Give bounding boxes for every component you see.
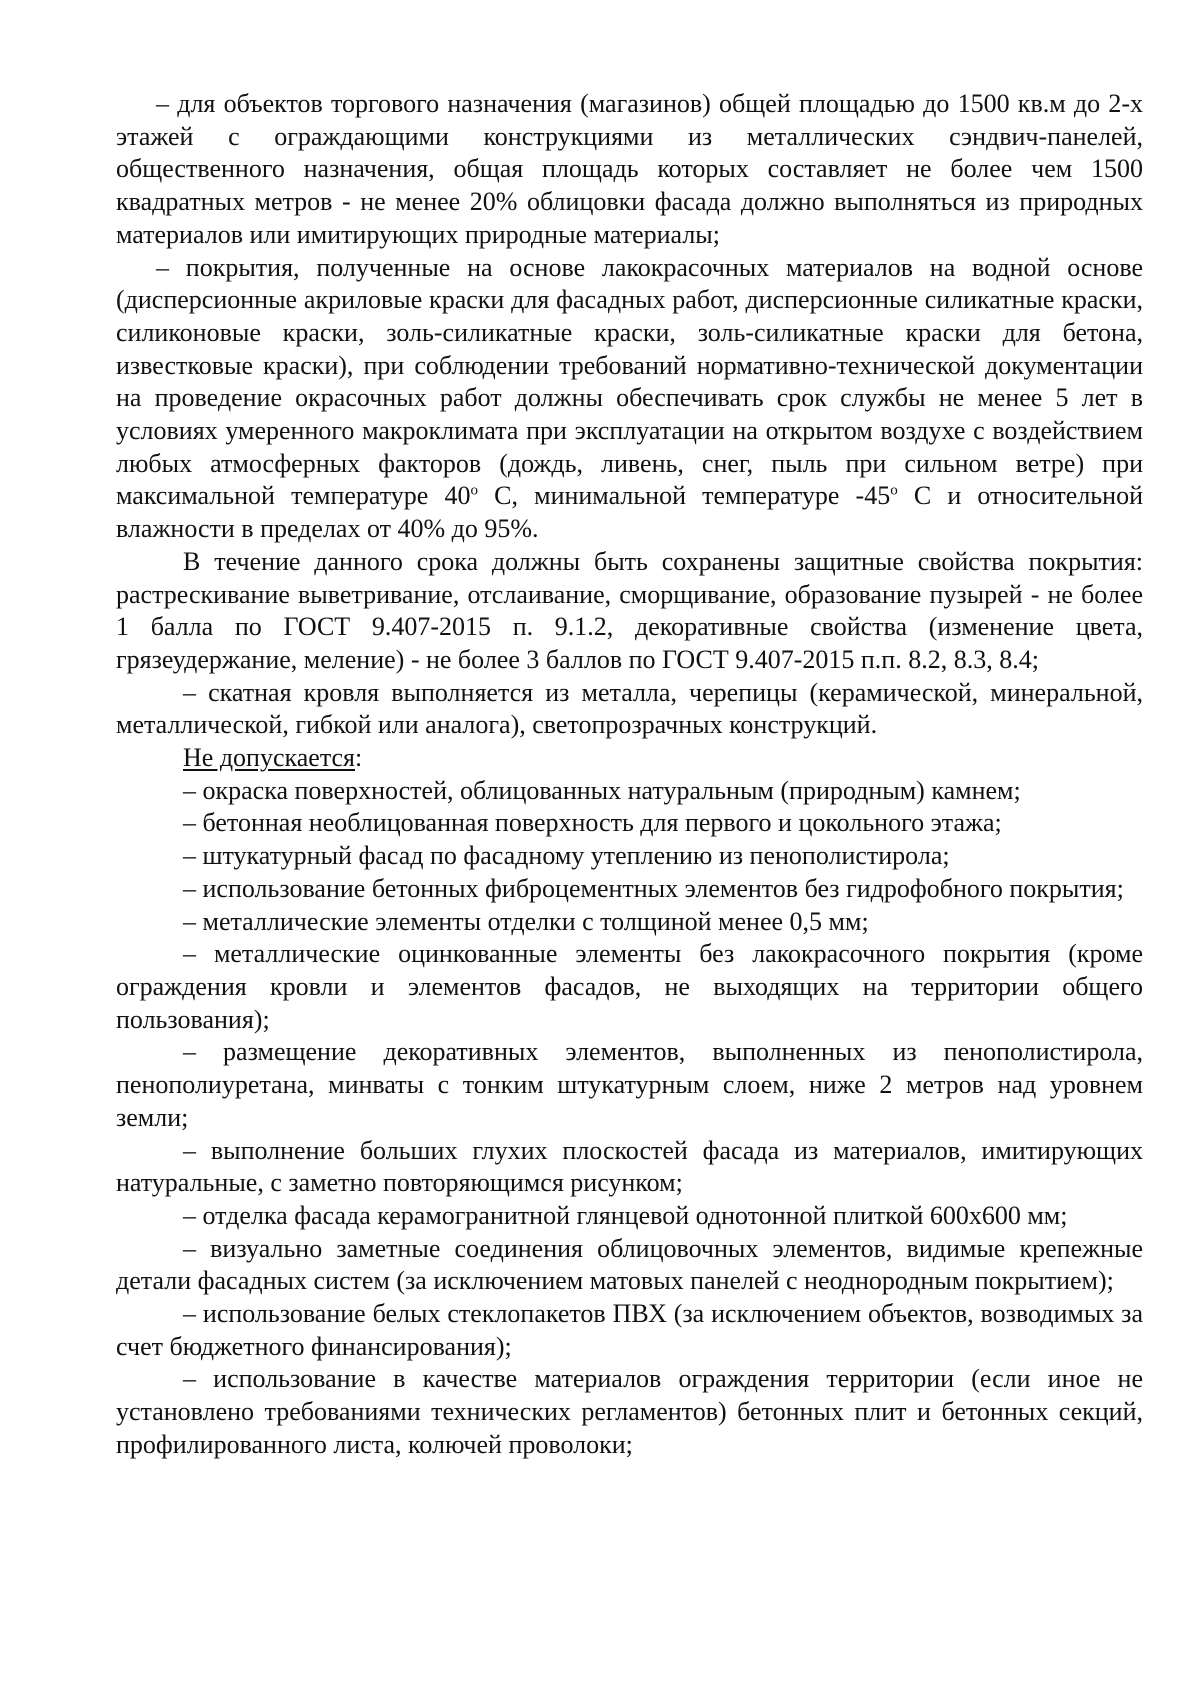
degree-mark-min: o [890, 482, 898, 499]
list-item-fiber-cement: – использование бетонных фиброцементных элементов без гидрофобного покрытия; [183, 873, 1124, 903]
degree-mark-max: o [470, 482, 478, 499]
list-item-white-pvc: – использование белых стеклопакетов ПВХ (за исключением объектов, возводимых за счет бюджетного финансирования); [116, 1299, 1143, 1361]
list-item-plaster-facade: – штукатурный фасад по фасадному утеплению из пенополистирола; [183, 841, 950, 871]
coatings-text-part2: С, минимальной температуре -45 [477, 481, 891, 511]
document-body [116, 88, 1143, 1462]
list-item-painting-stone: – окраска поверхностей, облицованных натуральным (природным) камнем; [183, 775, 1021, 805]
list-item-bare-concrete: – бетонная необлицованная поверхность для первого и цокольного этажа; [183, 808, 1002, 838]
list-item-thin-metal: – металлические элементы отделки с толщиной менее 0,5 мм; [183, 906, 869, 936]
coatings-text-part3: С и относительной влажности в пределах от 40% до 95%. [116, 481, 1143, 544]
coatings-text-part1: – покрытия, полученные на основе лакокрасочных материалов на водной основе (дисперсионные акриловые краски для фасадных работ, дисперсионные силикатные краски, силиконовые краски, золь-силикатные краски, золь-силикатные краски для бетона, известковые краски), при соблюдении требований нормативно-технической документации на проведение окрасочных работ должны обеспечивать срок службы не менее 5 лет в условиях умеренного макроклимата при эксплуатации на открытом воздухе с воздействием любых атмосферных факторов (дождь, ливень, снег, пыль при сильном ветре) при максимальной температуре 40 [116, 252, 1143, 511]
list-item-glossy-tile: – отделка фасада керамогранитной глянцевой однотонной плиткой 600х600 мм; [183, 1200, 1068, 1230]
list-item-galvanized-metal: – металлические оцинкованные элементы без лакокрасочного покрытия (кроме ограждения кровли и элементов фасадов, не выходящих на территории общего пользования); [116, 939, 1143, 1034]
list-item-blank-planes: – выполнение больших глухих плоскостей фасада из материалов, имитирующих натуральные, с заметно повторяющимся рисунком; [116, 1135, 1143, 1198]
paragraph-coatings [116, 252, 1143, 546]
not-allowed-heading: Не допускается [183, 743, 355, 773]
list-item-fence-materials: – использование в качестве материалов ограждения территории (если иное не установлено требованиями технических регламентов) бетонных плит и бетонных секций, профилированного листа, колючей проволоки; [116, 1364, 1143, 1459]
paragraph-retail-objects: – для объектов торгового назначения (магазинов) общей площадью до 1500 кв.м до 2-х этажей с ограждающими конструкциями из металлических сэндвич-панелей, общественного назначения, общая площадь которых составляет не более чем 1500 квадратных метров - не менее 20% облицовки фасада должно выполняться из природных материалов или имитирующих природные материалы; [116, 89, 1143, 249]
list-item-visible-joints: – визуально заметные соединения облицовочных элементов, видимые крепежные детали фасадных систем (за исключением матовых панелей с неоднородным покрытием); [116, 1233, 1143, 1296]
paragraph-protective-properties: В течение данного срока должны быть сохранены защитные свойства покрытия: растрескивание выветривание, отслаивание, сморщивание, образование пузырей - не более 1 балла по ГОСТ 9.407-2015 п. 9.1.2, декоративные свойства (изменение цвета, грязеудержание, меление) - не более 3 баллов по ГОСТ 9.407-2015 п.п. 8.2, 8.3, 8.4; [116, 546, 1143, 674]
not-allowed-heading-colon: : [355, 743, 363, 773]
paragraph-not-allowed-heading [116, 742, 1143, 775]
list-item-decorative-elements: – размещение декоративных элементов, выполненных из пенополистирола, пенополиуретана, минваты с тонким штукатурным слоем, ниже 2 метров над уровнем земли; [116, 1037, 1143, 1132]
paragraph-pitched-roof: – скатная кровля выполняется из металла, черепицы (керамической, минеральной, металлической, гибкой или аналога), светопрозрачных конструкций. [116, 677, 1143, 740]
